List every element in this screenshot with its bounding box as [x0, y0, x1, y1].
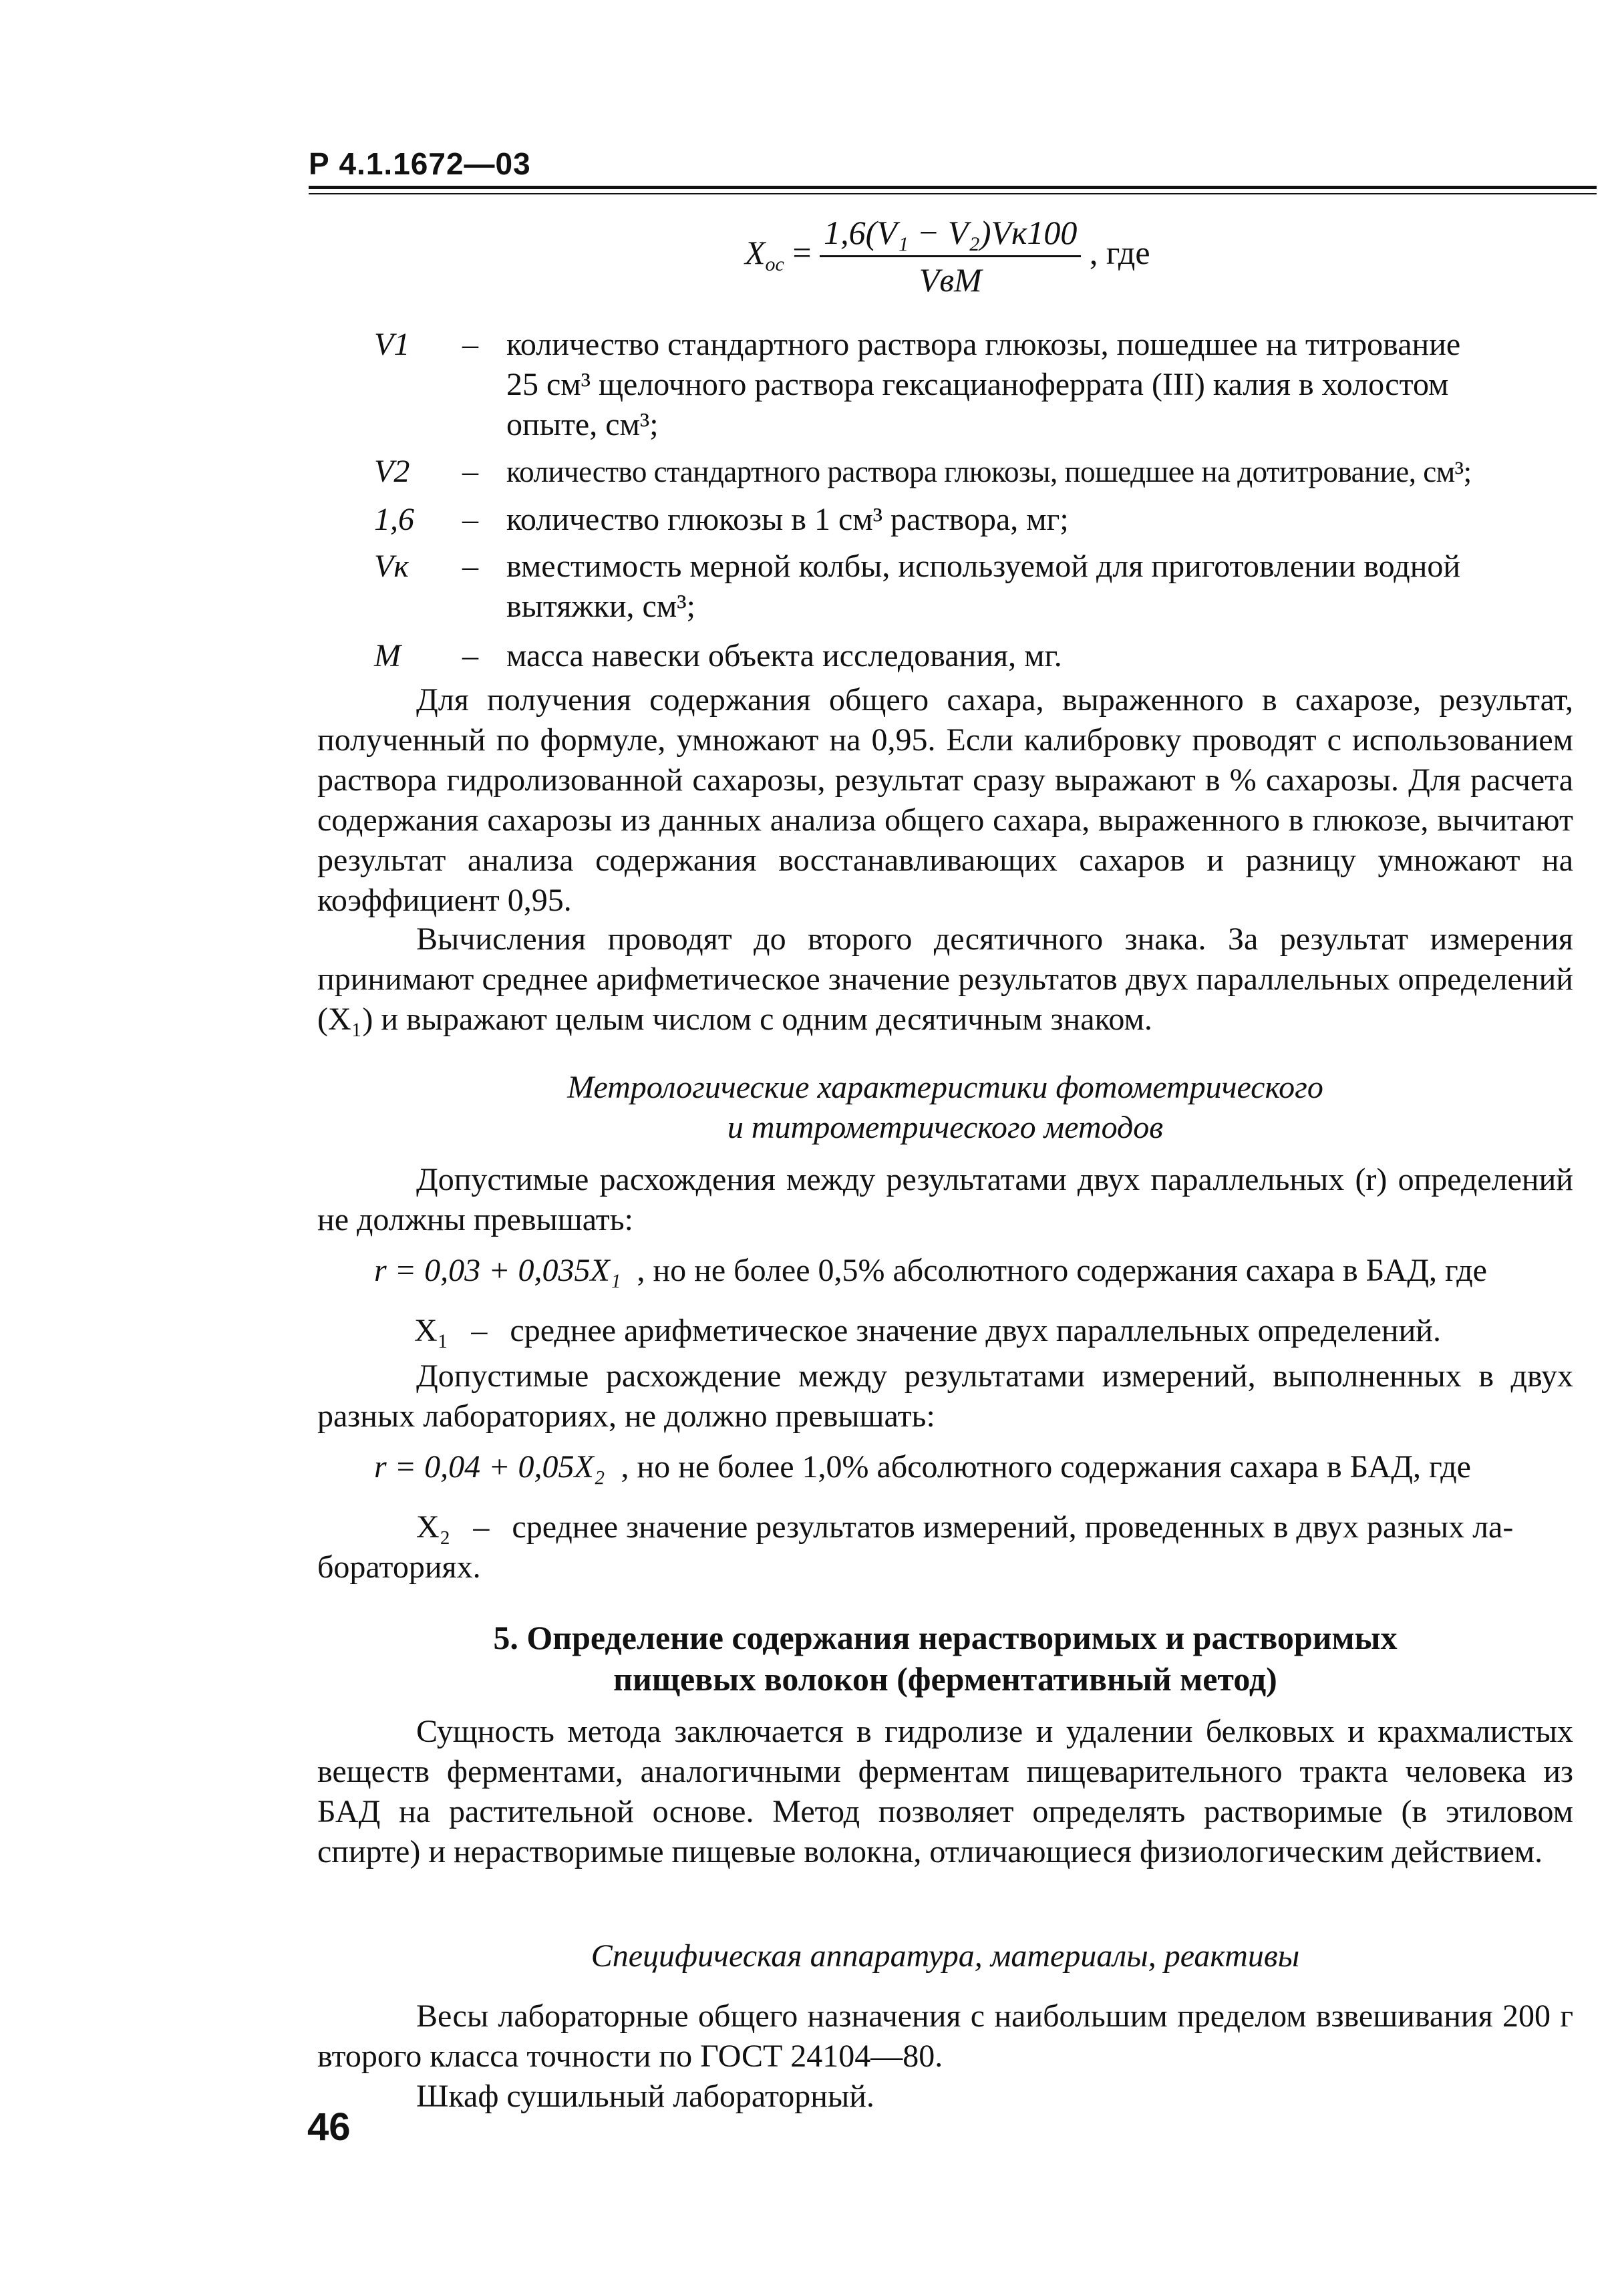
paragraph-repeatability: Допустимые расхождения между результатами двух параллельных (r) определений не должны превышать: — [317, 1162, 1573, 1237]
definition-text: вытяжки, см³; — [506, 589, 695, 624]
metrology-heading: Метрологические характеристики фотометрического и титрометрического методов — [567, 1070, 1323, 1145]
document-page: Р 4.1.1672—03 $X_{ос}$ = $\frac{\text{1,6(V₁ − V₂)Vк100}}{\text{VвM}}$ , где V1 – количество стандартного раствора глюкозы, пошедшее на титрование 25 см³ щелочного раствора гексацианоферрата (III) калия в холостом опыте, см³; V2 – количество стандартного раствора глюкозы, пошедшее на дотитрование, см³; 1,6 – количество глюкозы в 1 см³ раствора, мг; Vк – вместимость мерной колбы, используемой для приготовлении водной вытяжки, см³; М – масса навески объекта исследования, мг. Для получения содержания общего сахара, выраженного в сахарозе, результат, полученный по формуле, умножают на 0,95. Если калибровку проводят с использованием раствора гидролизованной сахарозы, результат сразу выражают в % сахарозы. Для расчета содержания сахарозы из данных анализа общего сахара, выраженного в глюкозе, вычитают результат анализа содержания восстанавливающих сахаров и разницу умножают на коэффициент 0,95. Вычисления проводят до второго десятичного знака. За результат измерения принимают среднее арифметическое значение результатов двух параллельных определений (X₁) и выражают целым числом с одним десятичным знаком. Метрологические характеристики фотометрического и титрометрического методов Допустимые расхождения между результатами двух параллельных (r) определений не должны превышать: r = 0,03 + 0,035X₁ , но не более 0,5% абсолютного содержания сахара в БАД, где X₁ – среднее арифметическое значение двух параллельных определений. Допустимые расхождение между результатами измерений, выполненных в двух разных лабораториях, не должно превышать: r = 0,04 + 0,05X₂ , но не более 1,0% абсолютного содержания сахара в БАД, где X₂ – среднее значение результатов измерений, проведенных в двух разных ла- бораториях. 5. Определение содержания нерастворимых и растворимых пищевых волокон (ферментативный метод) Сущность метода заключается в гидролизе и удалении белковых и крахмалистых веществ ферментами, аналогичными ферментам пищеварительного тракта человека из БАД на растительной основе. Метод позволяет определять растворимые (в этиловом спирте) и нерастворимые пищевые волокна, отличающиеся физиологическим действием. Специфическая аппаратура, материалы, реактивы Весы лабораторные общего назначения с наибольшим пределом взвешивания 200 г второго класса точности по ГОСТ 24104—80. Шкаф сушильный лабораторный. 46 — [0, 0, 1624, 2281]
formula-lhs: $X_{ос}$ — [745, 233, 784, 275]
paragraph-reproducibility: Допустимые расхождение между результатами измерений, выполненных в двух разных лабораториях, не должно превышать: — [317, 1358, 1573, 1434]
equation-repeatability: r = 0,03 + 0,035X₁ , но не более 0,5% абсолютного содержания сахара в БАД, где — [374, 1253, 1487, 1288]
definition-text: количество стандартного раствора глюкозы, пошедшее на титрование — [506, 327, 1461, 362]
paragraph-method-essence: Сущность метода заключается в гидролизе и удалении белковых и крахмалистых веществ ферментами, аналогичными ферментам пищеварительного тракта человека из БАД на растительной основе. Метод позволяет определять растворимые (в этиловом спирте) и нерастворимые пищевые волокна, отличающиеся физиологическим действием. — [317, 1714, 1573, 1869]
equation-reproducibility: r = 0,04 + 0,05X₂ , но не более 1,0% абсолютного содержания сахара в БАД, где — [374, 1449, 1471, 1485]
paragraph-calculation: Вычисления проводят до второго десятичного знака. За результат измерения принимают среднее арифметическое значение результатов двух параллельных определений (X₁) и выражают целым числом с одним десятичным знаком. — [317, 921, 1573, 1037]
document-code: Р 4.1.1672—03 — [309, 146, 531, 181]
formula-numerator: 1,6(V₁ − V₂)Vк100 — [820, 212, 1081, 257]
formula-denominator: VвM — [919, 261, 982, 299]
definition-symbol: V2 — [374, 454, 410, 489]
definition-v1: V1 – количество стандартного раствора глюкозы, пошедшее на титрование 25 см³ щелочного раствора гексацианоферрата (III) калия в холостом опыте, см³; — [374, 325, 1577, 452]
definition-text: количество стандартного раствора глюкозы, пошедшее на дотитрование, см³; — [506, 455, 1472, 488]
definition-text: опыте, см³; — [506, 407, 659, 442]
definition-symbol: V1 — [374, 327, 410, 362]
definition-x1: X₁ – среднее арифметическое значение двух параллельных определений. — [414, 1313, 1441, 1348]
definition-symbol: Vк — [374, 549, 409, 584]
formula-suffix: , где — [1089, 233, 1150, 271]
definition-text: масса навески объекта исследования, мг. — [506, 638, 1062, 673]
paragraph-oven: Шкаф сушильный лабораторный. — [416, 2079, 874, 2114]
formula-block: $X_{ос}$ = $\frac{\text{1,6(V₁ − V₂)Vк100}}{\text{VвM}}$ , где — [745, 214, 1150, 299]
section-5-heading: 5. Определение содержания нерастворимых и растворимых пищевых волокон (ферментативный метод) — [493, 1619, 1398, 1698]
definition-x2: X₂ – среднее значение результатов измерений, проведенных в двух разных ла- бораториях. — [317, 1509, 1514, 1585]
definition-text: количество глюкозы в 1 см³ раствора, мг; — [506, 502, 1069, 537]
definition-text: 25 см³ щелочного раствора гексацианоферрата (III) калия в холостом — [506, 367, 1449, 402]
paragraph-sucrose: Для получения содержания общего сахара, выраженного в сахарозе, результат, полученный по формуле, умножают на 0,95. Если калибровку проводят с использованием раствора гидролизованной сахарозы, результат сразу выражают в % сахарозы. Для расчета содержания сахарозы из данных анализа общего сахара, выраженного в глюкозе, вычитают результат анализа содержания восстанавливающих сахаров и разницу умножают на коэффициент 0,95. — [317, 682, 1573, 918]
formula-fraction — [820, 212, 1081, 300]
equipment-heading: Специфическая аппаратура, материалы, реактивы — [591, 1938, 1300, 1974]
definition-symbol: М — [374, 638, 401, 673]
header-rule-thick — [309, 186, 1597, 189]
page-number: 46 — [307, 2105, 351, 2149]
definition-symbol: 1,6 — [374, 502, 414, 537]
definition-text: вместимость мерной колбы, используемой для приготовлении водной — [506, 549, 1461, 584]
header-rule-thin — [309, 193, 1597, 194]
paragraph-scales: Весы лабораторные общего назначения с наибольшим пределом взвешивания 200 г второго класса точности по ГОСТ 24104—80. — [317, 1998, 1573, 2074]
